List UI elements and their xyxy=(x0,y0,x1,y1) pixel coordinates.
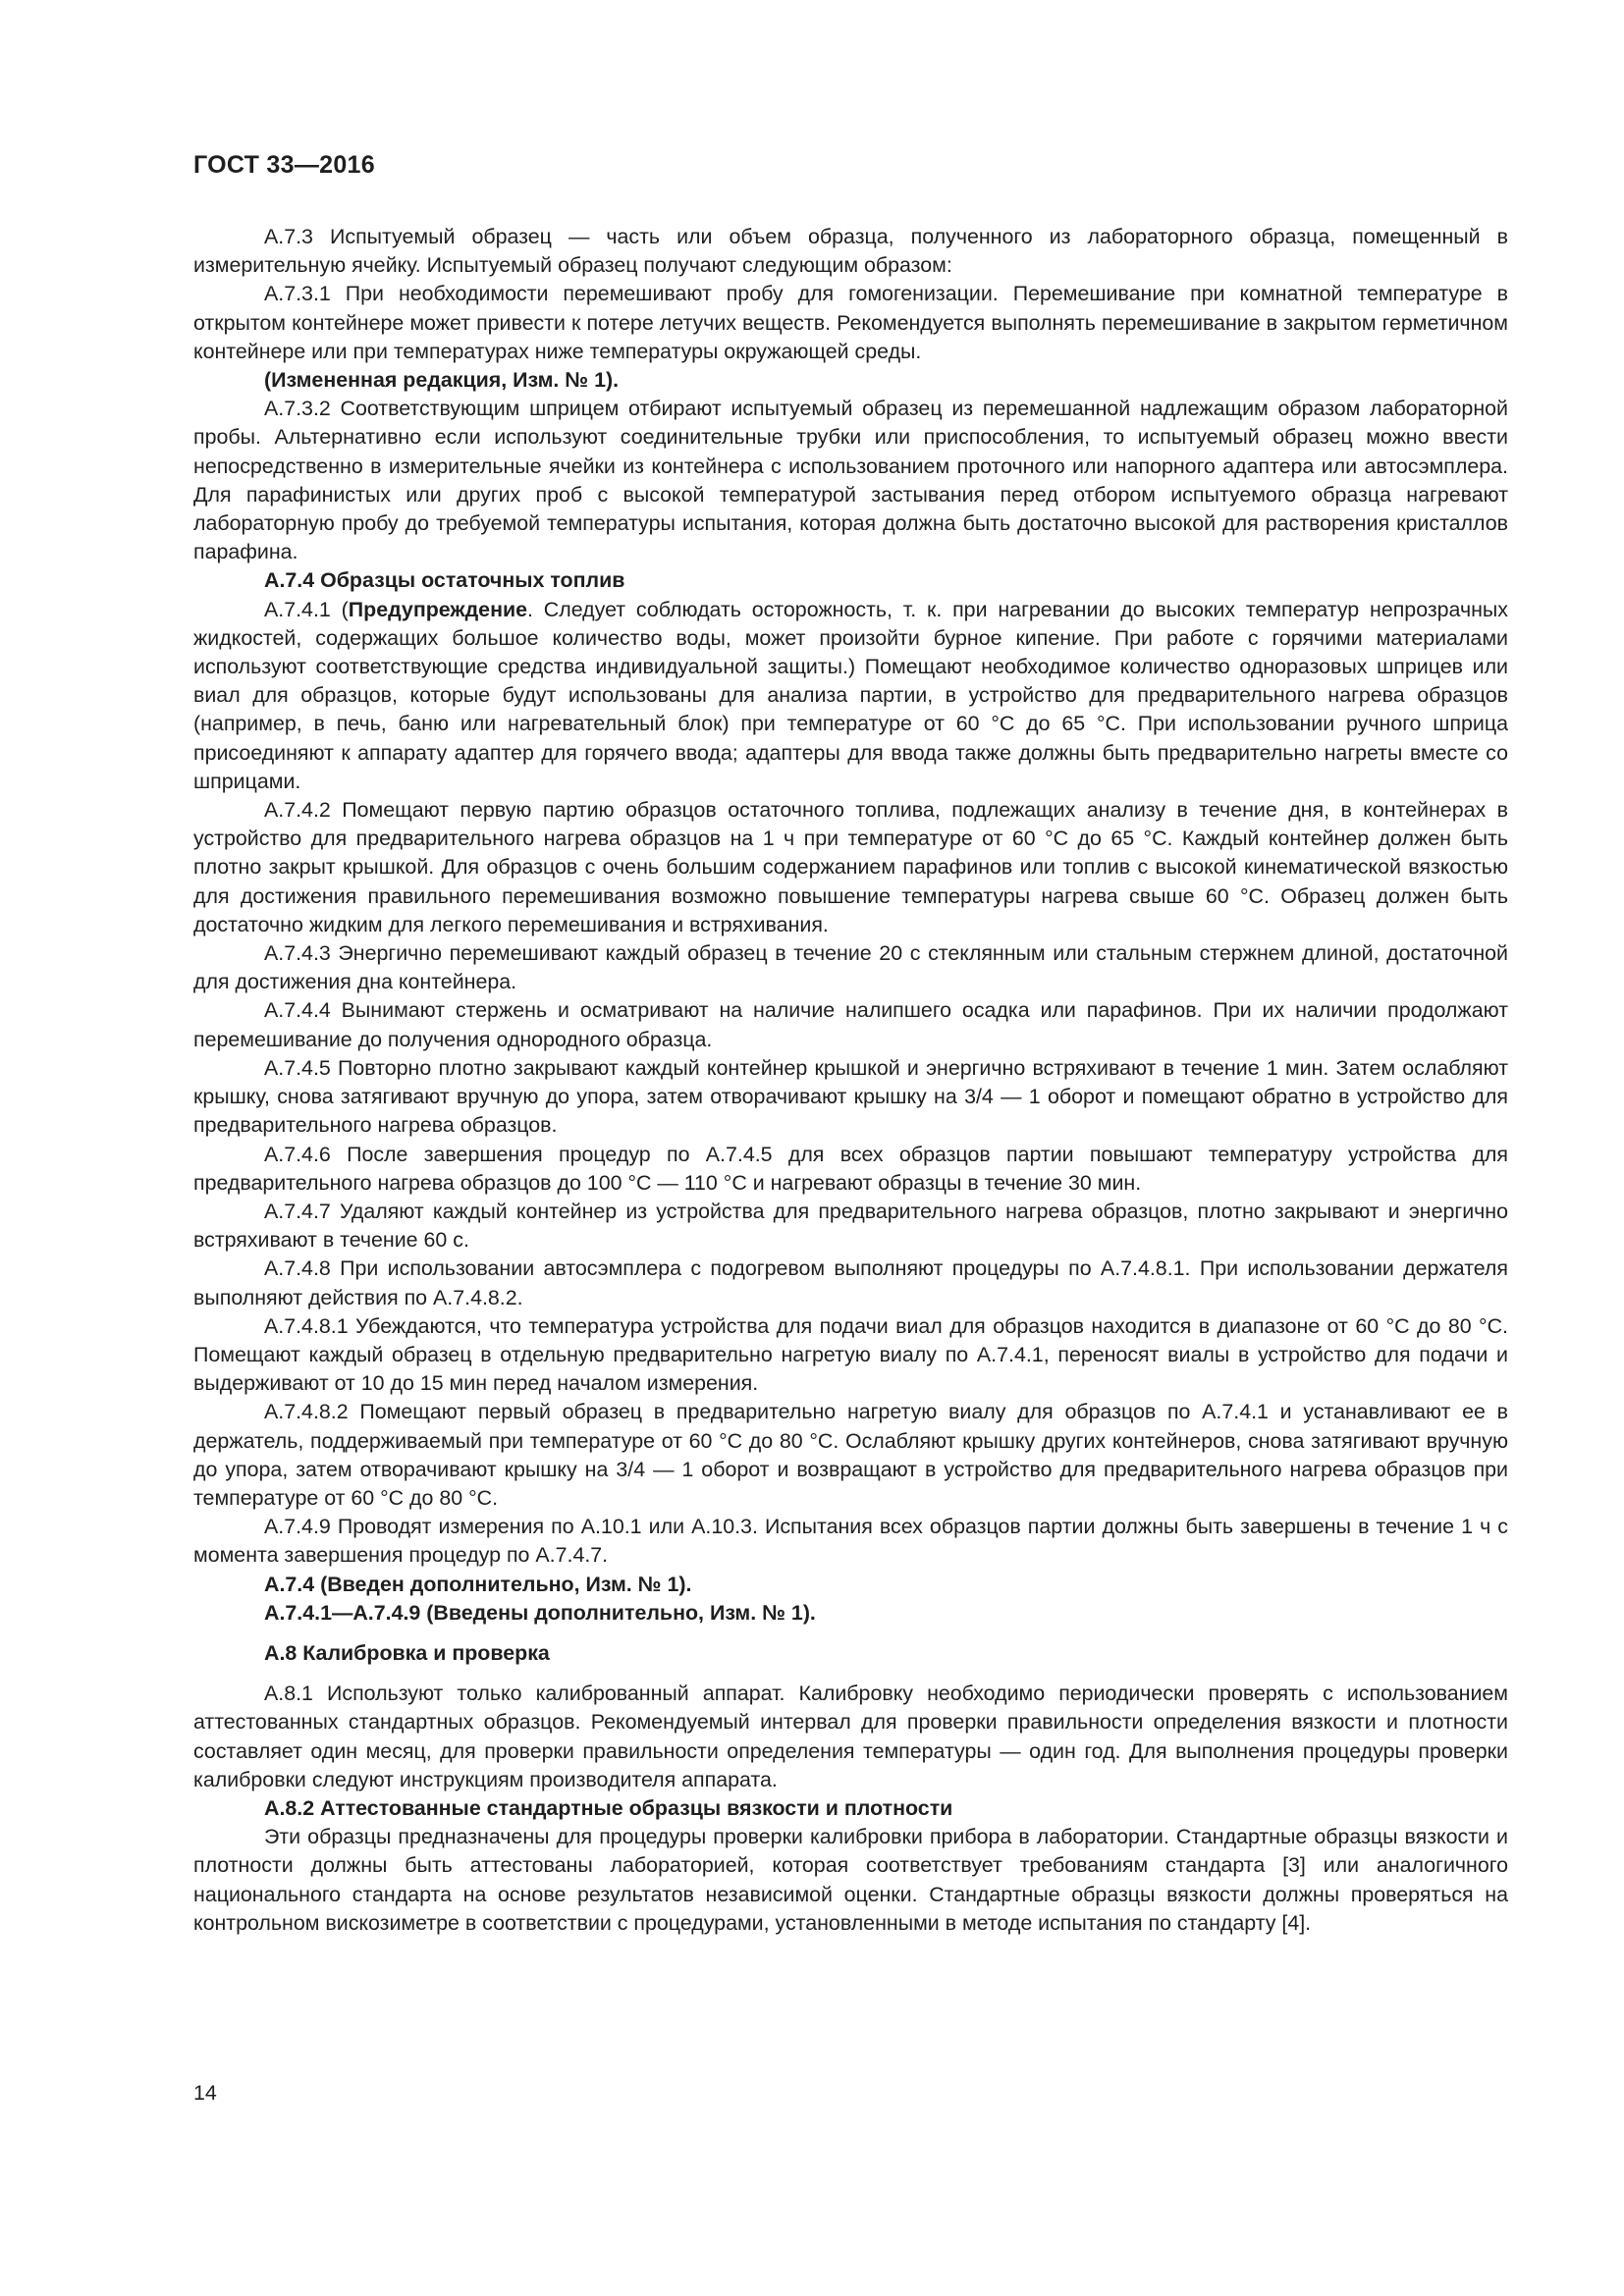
page-number: 14 xyxy=(193,2081,217,2105)
paragraph-a7-4-7: А.7.4.7 Удаляют каждый контейнер из устройства для предварительного нагрева образцов, плотно закрывают и энергично встряхивают в течение 60 с. xyxy=(193,1199,1508,1253)
paragraph-a7-4-2: А.7.4.2 Помещают первую партию образцов остаточного топлива, подлежащих анализу в течение дня, в контейнерах в устройство для предварительного нагрева образцов на 1 ч при температуре от 60 °С до 65 °С. Каждый контейнер должен быть плотно закрыт крышкой. Для образцов с очень большим содержанием парафинов или топлив с высокой кинематической вязкостью для достижения правильного перемешивания возможно повышение температуры нагрева свыше 60 °С. Образец должен быть достаточно жидким для легкого перемешивания и встряхивания. xyxy=(193,798,1508,936)
paragraph-a7-4-8-1: А.7.4.8.1 Убеждаются, что температура устройства для подачи виал для образцов находится в диапазоне от 60 °С до 80 °С. Помещают каждый образец в отдельную предварительно нагретую виалу по А.7.4.1, переносят виалы в устройство для подачи и выдерживают от 10 до 15 мин перед началом измерения. xyxy=(193,1313,1508,1396)
paragraph-a7-4-8-2: А.7.4.8.2 Помещают первый образец в предварительно нагретую виалу для образцов по А.7.4.1 и устанавливают ее в держатель, поддерживаемый при температуре от 60 °С до 80 °С. Ослабляют крышку других контейнеров, снова затягивают вручную до упора, затем отворачивают крышку на 3/4 — 1 оборот и возвращают в устройство для предварительного нагрева образцов при температуре от 60 °С до 80 °С. xyxy=(193,1400,1508,1510)
paragraph-a8-1: А.8.1 Используют только калиброванный аппарат. Калибровку необходимо периодически проверять с использованием аттестованных стандартных образцов. Рекомендуемый интервал для проверки правильности определения вязкости и плотности составляет один месяц, для проверки правильности определения температуры — один год. Для выполнения процедуры проверки калибровки следуют инструкциям производителя аппарата. xyxy=(193,1682,1508,1791)
amendment-note: А.7.4.1—А.7.4.9 (Введены дополнительно, Изм. № 1). xyxy=(264,1600,816,1625)
paragraph-a7-4-1 xyxy=(193,596,1508,796)
paragraph-a7-4-1-number: А.7.4.1 ( xyxy=(264,597,349,621)
paragraph-a7-4-5: А.7.4.5 Повторно плотно закрывают каждый контейнер крышкой и энергично встряхивают в течение 1 мин. Затем ослабляют крышку, снова затягивают вручную до упора, затем отворачивают крышку на 3/4 — 1 оборот и помещают обратно в устройство для предварительного нагрева образцов. xyxy=(193,1055,1508,1138)
paragraph-a7-4-4: А.7.4.4 Вынимают стержень и осматривают на наличие налипшего осадка или парафинов. При их наличии продолжают перемешивание до получения однородного образца. xyxy=(193,998,1508,1051)
paragraph-a7-4-3: А.7.4.3 Энергично перемешивают каждый образец в течение 20 с стеклянным или стальным стержнем длиной, достаточной для достижения дна контейнера. xyxy=(193,941,1508,994)
document-body xyxy=(193,223,1508,1938)
section-heading-a8: А.8 Калибровка и проверка xyxy=(264,1640,550,1665)
document-header: ГОСТ 33—2016 xyxy=(193,151,375,179)
amendment-note: А.7.4 (Введен дополнительно, Изм. № 1). xyxy=(264,1572,692,1596)
paragraph-a7-3: А.7.3 Испытуемый образец — часть или объем образца, полученного из лабораторного образца, помещенный в измерительную ячейку. Испытуемый образец получают следующим образом: xyxy=(193,225,1508,278)
paragraph-a7-4-6: А.7.4.6 После завершения процедур по А.7.4.5 для всех образцов партии повышают температуру устройства для предварительного нагрева образцов до 100 °С — 110 °С и нагревают образцы в течение 30 мин. xyxy=(193,1142,1508,1195)
section-heading-a8-2: А.8.2 Аттестованные стандартные образцы вязкости и плотности xyxy=(264,1795,953,1820)
paragraph-a7-4-9: А.7.4.9 Проводят измерения по А.10.1 или А.10.3. Испытания всех образцов партии должны быть завершены в течение 1 ч с момента завершения процедур по А.7.4.7. xyxy=(193,1515,1508,1568)
paragraph-a8-2-text: Эти образцы предназначены для процедуры проверки калибровки прибора в лаборатории. Стандартные образцы вязкости и плотности должны быть аттестованы лабораторией, которая соответствует требованиям стандарта [3] или аналогичного национального стандарта на основе результатов независимой оценки. Стандартные образцы вязкости должны проверяться на контрольном вискозиметре в соответствии с процедурами, установленными в методе испытания по стандарту [4]. xyxy=(193,1825,1508,1935)
section-heading-a7-4: А.7.4 Образцы остаточных топлив xyxy=(264,568,625,593)
paragraph-a7-4-8: А.7.4.8 При использовании автосэмплера с подогревом выполняют процедуры по А.7.4.8.1. При использовании держателя выполняют действия по А.7.4.8.2. xyxy=(193,1256,1508,1309)
amendment-note: (Измененная редакция, Изм. № 1). xyxy=(264,368,620,393)
paragraph-a7-3-1: А.7.3.1 При необходимости перемешивают пробу для гомогенизации. Перемешивание при комнатной температуре в открытом контейнере может привести к потере летучих веществ. Рекомендуется выполнять перемешивание в закрытом герметичном контейнере или при температурах ниже температуры окружающей среды. xyxy=(193,282,1508,363)
paragraph-a7-3-2: А.7.3.2 Соответствующим шприцем отбирают испытуемый образец из перемешанной надлежащим образом лабораторной пробы. Альтернативно если используют соединительные трубки или приспособления, то испытуемый образец можно ввести непосредственно в измерительные ячейки из контейнера с использованием проточного или напорного адаптера или автосэмплера. Для парафинистых или других проб с высокой температурой застывания перед отбором испытуемого образца нагревают лабораторную пробу до требуемой температуры испытания, которая должна быть достаточно высокой для растворения кристаллов парафина. xyxy=(193,397,1508,564)
paragraph-a7-4-1-text: . Следует соблюдать осторожность, т. к. при нагревании до высоких температур непрозрачных жидкостей, содержащих большое количество воды, может произойти бурное кипение. При работе с горячими материалами используют соответствующие средства индивидуальной защиты.) Помещают необходимое количество одноразовых шприцев или виал для образцов, которые будут использованы для анализа партии, в устройство для предварительного нагрева образцов (например, в печь, баню или нагревательный блок) при температуре от 60 °С до 65 °С. При использовании ручного шприца присоединяют к аппарату адаптер для горячего ввода; адаптеры для ввода также должны быть предварительно нагреты вместе со шприцами. xyxy=(193,597,1509,793)
warning-label: Предупреждение xyxy=(348,597,528,621)
